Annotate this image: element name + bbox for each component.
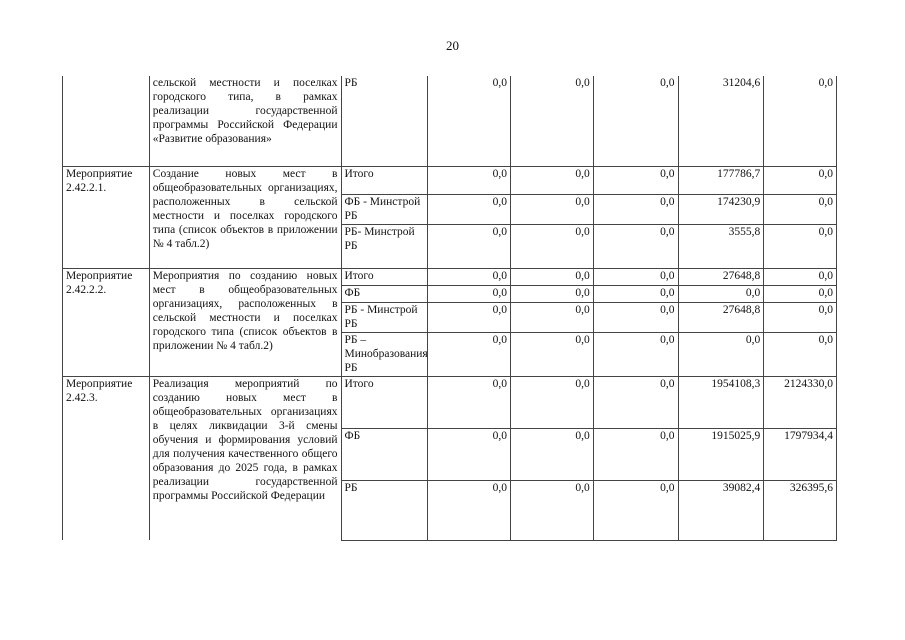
value-cell-v1: 0,0 [428,480,511,540]
value-cell-v3: 0,0 [593,428,678,480]
funding-source-cell: ФБ [341,428,428,480]
value-cell-v4: 39082,4 [678,480,764,540]
event-cell [63,76,150,166]
value-cell-v3: 0,0 [593,166,678,194]
value-cell-v1: 0,0 [428,166,511,194]
funding-source-cell: Итого [341,166,428,194]
table-row [63,166,837,194]
funding-source-cell: РБ - Минстрой РБ [341,302,428,332]
value-cell-v5: 0,0 [764,332,837,376]
value-cell-v1: 0,0 [428,302,511,332]
description-cell: сельской местности и поселках городского типа, в рамках реализации государственной программы Российской Федерации «Развитие образования» [149,76,341,166]
value-cell-v2: 0,0 [511,332,594,376]
value-cell-v1: 0,0 [428,285,511,302]
value-cell-v1: 0,0 [428,268,511,285]
funding-source-cell: ФБ [341,285,428,302]
value-cell-v4: 1954108,3 [678,376,764,428]
description-cell: Реализация мероприятий по созданию новых мест в общеобразовательных организациях в целях ликвидации 3-й смены обучения и формирования условий для получения качественного общего образования до 2025 года, в рамках реализации государственной программы Российской Федерации [149,376,341,540]
value-cell-v5: 0,0 [764,302,837,332]
value-cell-v4: 1915025,9 [678,428,764,480]
event-cell: Мероприятие 2.42.3. [63,376,150,540]
value-cell-v2: 0,0 [511,194,594,224]
funding-source-cell: РБ- Минстрой РБ [341,224,428,268]
value-cell-v2: 0,0 [511,166,594,194]
value-cell-v3: 0,0 [593,285,678,302]
funding-source-cell: РБ [341,76,428,166]
value-cell-v5: 2124330,0 [764,376,837,428]
table-row [63,76,837,166]
value-cell-v1: 0,0 [428,376,511,428]
value-cell-v2: 0,0 [511,285,594,302]
funding-source-cell: РБ [341,480,428,540]
funding-source-cell: ФБ - Минстрой РБ [341,194,428,224]
table-row [63,376,837,428]
value-cell-v4: 0,0 [678,285,764,302]
value-cell-v4: 3555,8 [678,224,764,268]
value-cell-v2: 0,0 [511,76,594,166]
value-cell-v3: 0,0 [593,268,678,285]
funding-source-cell: Итого [341,376,428,428]
value-cell-v1: 0,0 [428,332,511,376]
value-cell-v2: 0,0 [511,268,594,285]
value-cell-v5: 326395,6 [764,480,837,540]
value-cell-v3: 0,0 [593,332,678,376]
event-cell: Мероприятие 2.42.2.1. [63,166,150,268]
value-cell-v3: 0,0 [593,480,678,540]
value-cell-v3: 0,0 [593,376,678,428]
value-cell-v5: 0,0 [764,268,837,285]
value-cell-v1: 0,0 [428,76,511,166]
event-cell: Мероприятие 2.42.2.2. [63,268,150,376]
funding-source-cell: Итого [341,268,428,285]
value-cell-v5: 1797934,4 [764,428,837,480]
value-cell-v2: 0,0 [511,376,594,428]
value-cell-v1: 0,0 [428,428,511,480]
value-cell-v4: 27648,8 [678,302,764,332]
value-cell-v2: 0,0 [511,224,594,268]
value-cell-v5: 0,0 [764,194,837,224]
value-cell-v4: 27648,8 [678,268,764,285]
value-cell-v1: 0,0 [428,194,511,224]
budget-table [62,76,837,541]
value-cell-v3: 0,0 [593,76,678,166]
value-cell-v2: 0,0 [511,480,594,540]
value-cell-v5: 0,0 [764,76,837,166]
funding-source-cell: РБ – Минобразования РБ [341,332,428,376]
table-row [63,268,837,285]
value-cell-v5: 0,0 [764,224,837,268]
value-cell-v4: 0,0 [678,332,764,376]
value-cell-v3: 0,0 [593,224,678,268]
value-cell-v4: 177786,7 [678,166,764,194]
value-cell-v3: 0,0 [593,302,678,332]
value-cell-v3: 0,0 [593,194,678,224]
description-cell: Мероприятия по созданию новых мест в общеобразовательных организациях, расположенных в сельской местности и поселках городского типа (список объектов в приложении № 4 табл.2) [149,268,341,376]
value-cell-v4: 31204,6 [678,76,764,166]
value-cell-v5: 0,0 [764,166,837,194]
page-number: 20 [446,38,459,53]
description-cell: Создание новых мест в общеобразовательных организациях, расположенных в сельской местности и поселках городского типа (список объектов в приложении № 4 табл.2) [149,166,341,268]
value-cell-v2: 0,0 [511,302,594,332]
value-cell-v2: 0,0 [511,428,594,480]
value-cell-v5: 0,0 [764,285,837,302]
value-cell-v1: 0,0 [428,224,511,268]
value-cell-v4: 174230,9 [678,194,764,224]
